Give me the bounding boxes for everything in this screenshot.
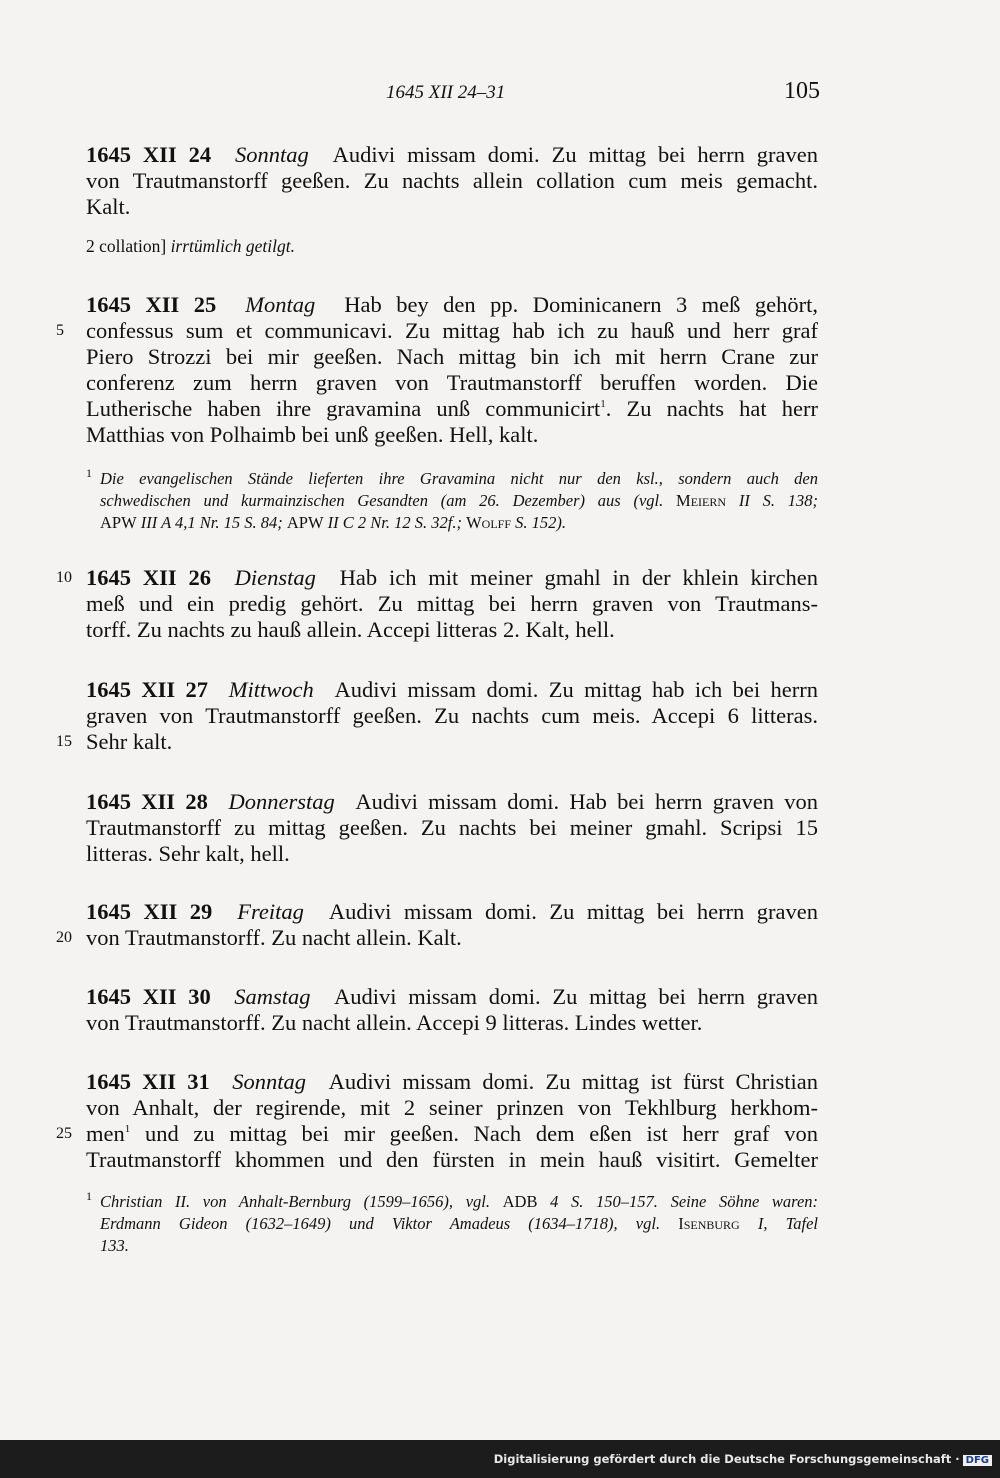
entry-date: 1645 XII 29 — [86, 899, 213, 924]
entry-day: Donnerstag — [228, 789, 335, 814]
page-number: 105 — [784, 78, 820, 104]
entry-date: 1645 XII 27 — [86, 677, 208, 702]
fn-text: I, Tafel — [757, 1214, 818, 1233]
footnote-1-line-2 — [100, 490, 818, 512]
entry-2-line-2: confessus sum et communicavi. Zu mittag hab ich zu hauß und herr graf — [86, 318, 818, 343]
entry-date: 1645 XII 30 — [86, 984, 211, 1009]
entry-2-line-6: Matthias von Polhaimb bei unß geeßen. Hell, kalt. — [86, 422, 539, 447]
entry-6-line-2: von Trautmanstorff. Zu nacht allein. Kalt. — [86, 925, 462, 950]
entry-day: Montag — [245, 292, 316, 317]
entry-day: Mittwoch — [228, 677, 314, 702]
entry-text: Audivi missam domi. Zu mittag bei herrn graven — [334, 984, 819, 1009]
footnote-2-line-3: 133. — [100, 1236, 129, 1255]
footnote-2-line-1 — [100, 1191, 818, 1213]
entry-4-line-1 — [86, 677, 818, 703]
entry-3-line-3: torff. Zu nachts zu hauß allein. Accepi litteras 2. Kalt, hell. — [86, 617, 615, 642]
entry-day: Sonntag — [232, 1069, 307, 1094]
fn-ref: APW — [100, 513, 137, 532]
entry-date: 1645 XII 26 — [86, 565, 211, 590]
entry-date: 1645 XII 25 — [86, 292, 217, 317]
entry-date: 1645 XII 24 — [86, 142, 212, 167]
entry-2-line-1 — [86, 292, 818, 318]
line-number-10: 10 — [56, 569, 72, 586]
fn-ref: ADB — [502, 1192, 538, 1211]
apparatus-comment: irrtümlich getilgt. — [170, 236, 296, 256]
entry-5-line-3: litteras. Sehr kalt, hell. — [86, 841, 290, 866]
entry-8-line-4: Trautmanstorff khommen und den fürsten in mein hauß visitirt. Gemelter — [86, 1147, 818, 1172]
dfg-logo-icon: DFG — [963, 1455, 992, 1466]
entry-7-line-2: von Trautmanstorff. Zu nacht allein. Accepi 9 litteras. Lindes wetter. — [86, 1010, 703, 1035]
entry-2-line-5 — [86, 396, 818, 422]
fn-text: 4 S. 150–157. Seine Söhne waren: — [550, 1192, 819, 1211]
fn-ref: Wolff — [466, 513, 511, 532]
footnote-2-marker: 1 — [86, 1189, 92, 1203]
entry-8-line-2: von Anhalt, der regirende, mit 2 seiner prinzen von Tekhlburg herkhom- — [86, 1095, 818, 1120]
line-number-25: 25 — [56, 1125, 72, 1142]
entry-2-line-4: conferenz zum herrn graven von Trautmanstorff beruffen worden. Die — [86, 370, 818, 395]
footnote-2-line-2 — [100, 1213, 818, 1235]
fn-text: III A 4,1 Nr. 15 S. 84; — [140, 513, 283, 532]
entry-text: und zu mittag bei mir geeßen. Nach dem eßen ist herr graf von — [130, 1121, 818, 1146]
fn-text: Erdmann Gideon (1632–1649) und Viktor Amadeus (1634–1718), vgl. — [100, 1214, 661, 1233]
entry-text: . Zu nachts hat herr — [605, 396, 818, 421]
entry-day: Dienstag — [234, 565, 316, 590]
footnote-ref: 1 — [124, 1123, 131, 1135]
entry-1-line-1 — [86, 142, 818, 168]
entry-text: Audivi missam domi. Zu mittag ist fürst Christian — [328, 1069, 818, 1094]
entry-3-line-2: meß und ein predig gehört. Zu mittag bei herrn graven von Trautmans- — [86, 591, 818, 616]
fn-ref: APW — [286, 513, 324, 532]
entry-5-line-2: Trautmanstorff zu mittag geeßen. Zu nachts bei meiner gmahl. Scripsi 15 — [86, 815, 818, 840]
footnote-ref: 1 — [600, 398, 606, 410]
footnote-1-line-3 — [100, 512, 818, 534]
entry-1-line-2: von Trautmanstorff geeßen. Zu nachts allein collation cum meis gemacht. — [86, 168, 818, 193]
entry-text: Hab ich mit meiner gmahl in der khlein kirchen — [339, 565, 819, 590]
fn-ref: Isenburg — [678, 1214, 740, 1233]
entry-date: 1645 XII 28 — [86, 789, 208, 814]
running-title: 1645 XII 24–31 — [386, 82, 506, 103]
fn-text: Christian II. von Anhalt-Bernburg (1599–1656), vgl. — [100, 1192, 490, 1211]
entry-date: 1645 XII 31 — [86, 1069, 210, 1094]
entry-day: Sonntag — [235, 142, 309, 167]
entry-text: Audivi missam domi. Zu mittag bei herrn graven — [332, 142, 819, 167]
entry-1-line-3: Kalt. — [86, 194, 131, 219]
fn-text: S. 152). — [515, 513, 566, 532]
footnote-1-line-1: Die evangelischen Stände lieferten ihre Gravamina nicht nur den ksl., sondern auch den — [100, 469, 818, 488]
fn-text: II C 2 Nr. 12 S. 32f.; — [327, 513, 462, 532]
entry-2-line-3: Piero Strozzi bei mir geeßen. Nach mittag bin ich mit herrn Crane zur — [86, 344, 818, 369]
entry-day: Samstag — [234, 984, 311, 1009]
entry-day: Freitag — [237, 899, 304, 924]
entry-5-line-1 — [86, 789, 818, 815]
fn-ref: Meiern — [676, 491, 727, 510]
entry-7-line-1 — [86, 984, 818, 1010]
footnote-1-marker: 1 — [86, 466, 92, 480]
dfg-funding-note — [494, 1452, 992, 1466]
entry-8-line-1 — [86, 1069, 818, 1095]
entry-6-line-1 — [86, 899, 818, 925]
apparatus-lemma: 2 collation] — [86, 236, 167, 256]
entry-text: Audivi missam domi. Zu mittag hab ich bei herrn — [334, 677, 819, 702]
entry-text: Audivi missam domi. Hab bei herrn graven von — [355, 789, 819, 814]
entry-4-line-2: graven von Trautmanstorff geeßen. Zu nachts cum meis. Accepi 6 litteras. — [86, 703, 818, 728]
line-number-20: 20 — [56, 929, 72, 946]
entry-text: Lutherische haben ihre gravamina unß communicirt — [86, 396, 601, 421]
apparatus-note — [86, 236, 295, 257]
entry-3-line-1 — [86, 565, 818, 591]
line-number-5: 5 — [56, 322, 64, 339]
entry-8-line-3 — [86, 1121, 818, 1147]
line-number-15: 15 — [56, 733, 72, 750]
fn-text: schwedischen und kurmainzischen Gesandten (am 26. Dezember) aus (vgl. — [100, 491, 664, 510]
entry-text: men — [86, 1121, 125, 1146]
fn-text: II S. 138; — [738, 491, 819, 510]
entry-4-line-3: Sehr kalt. — [86, 729, 173, 754]
entry-text: Audivi missam domi. Zu mittag bei herrn graven — [328, 899, 819, 924]
dfg-text: Digitalisierung gefördert durch die Deutsche Forschungsgemeinschaft · — [493, 1452, 960, 1466]
entry-text: Hab bey den pp. Dominicanern 3 meß gehört, — [344, 292, 819, 317]
